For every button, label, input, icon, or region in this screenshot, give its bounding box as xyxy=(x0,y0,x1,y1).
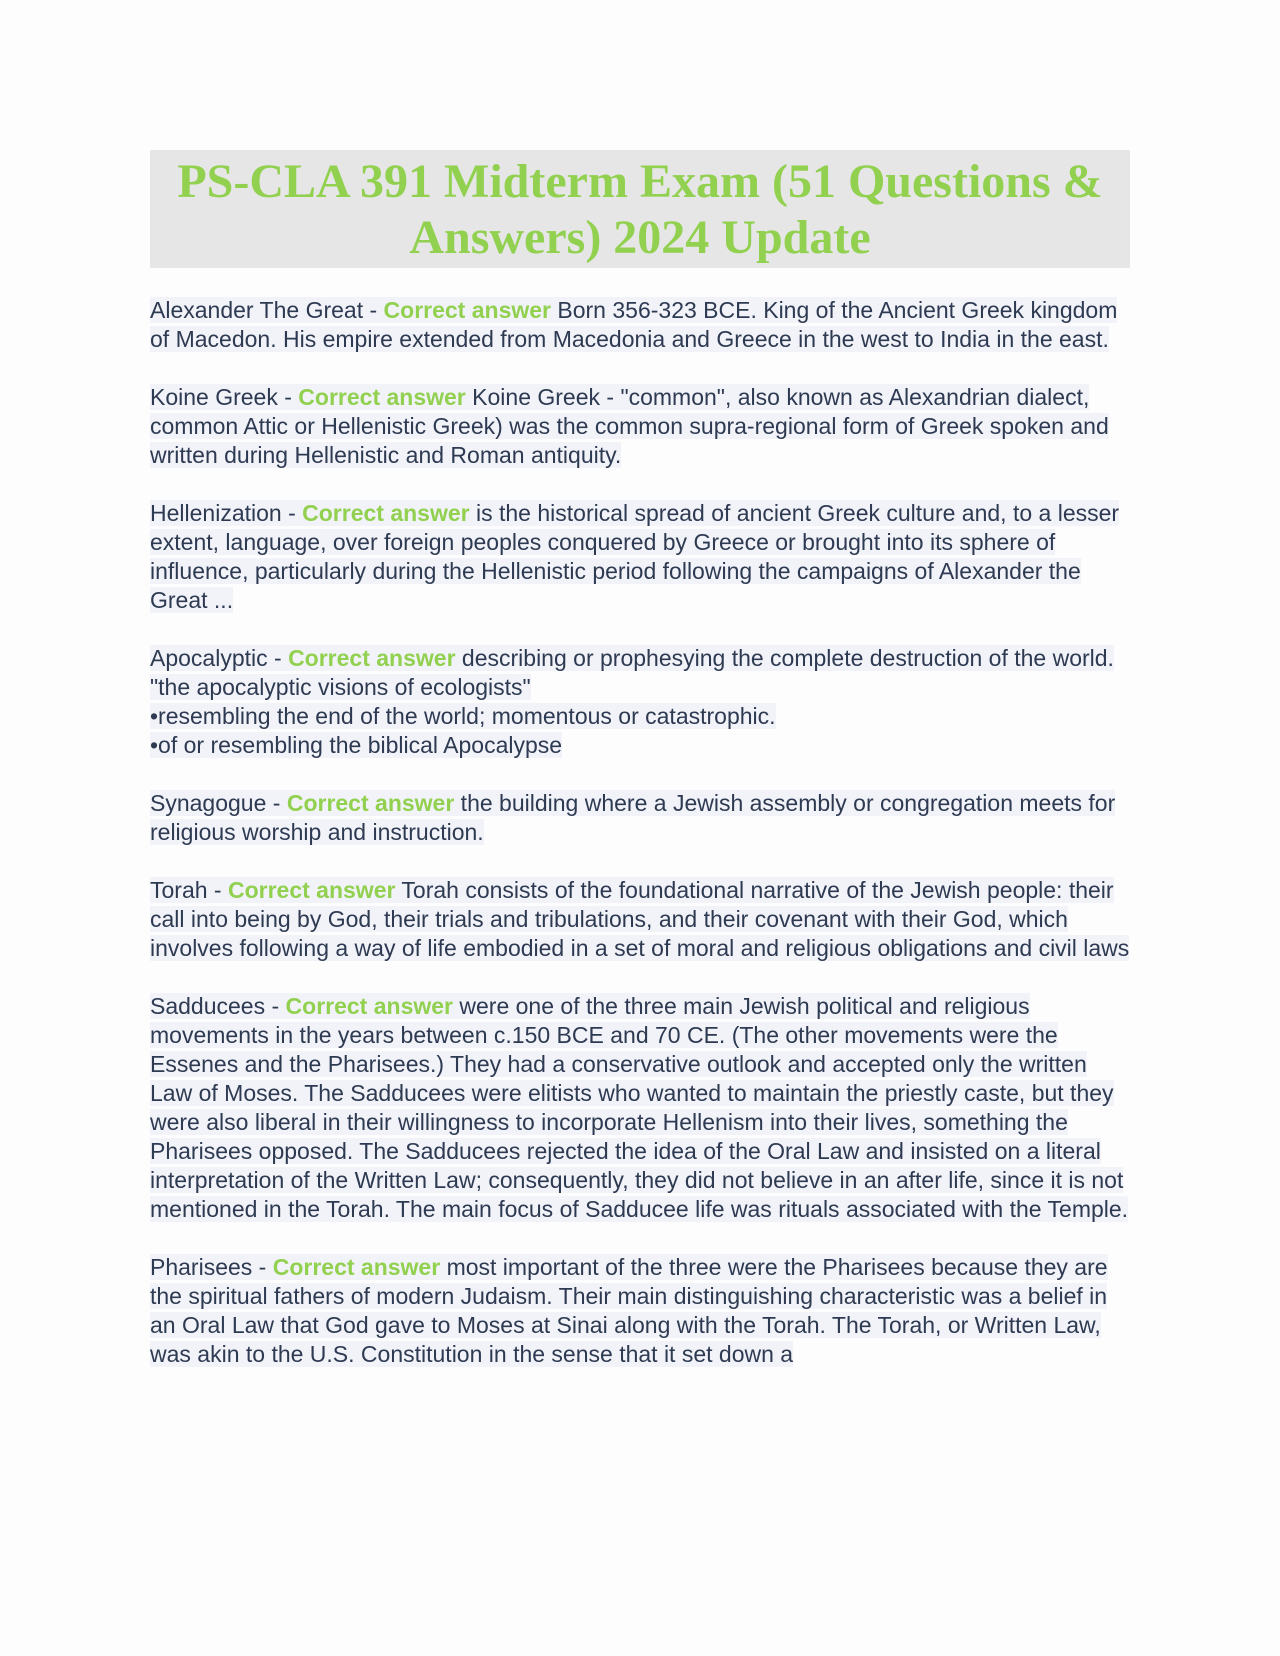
definition: Born 356-323 BCE. King of the Ancient Greek kingdom of Macedon. His empire extended from Macedonia and Greece in the west to India in the east. xyxy=(150,297,1118,352)
term: Koine Greek - xyxy=(150,384,299,410)
correct-answer-label: Correct answer xyxy=(227,877,396,903)
definition: describing or prophesying the complete destruction of the world. xyxy=(455,645,1114,671)
definition: the building where a Jewish assembly or congregation meets for religious worship and instruction. xyxy=(150,790,1116,845)
term: Torah - xyxy=(150,877,228,903)
qa-entry-alexander xyxy=(150,296,1130,354)
qa-entry-torah xyxy=(150,876,1130,963)
qa-entry-pharisees xyxy=(150,1253,1130,1369)
definition: were one of the three main Jewish political and religious movements in the years between c.150 BCE and 70 CE. (The other movements were the Essenes and the Pharisees.) They had a conservative outlook and accepted only the written Law of Moses. The Sadducees were elitists who wanted to maintain the priestly caste, but they were also liberal in their willingness to incorporate Hellenism into their lives, something the Pharisees opposed. The Sadducees rejected the idea of the Oral Law and insisted on a literal interpretation of the Written Law; consequently, they did not believe in an after life, since it is not mentioned in the Torah. The main focus of Sadducee life was rituals associated with the Temple. xyxy=(150,993,1129,1222)
term: Sadducees - xyxy=(150,993,286,1019)
term: Synagogue - xyxy=(150,790,287,816)
qa-entry-apocalyptic xyxy=(150,644,1130,760)
term: Hellenization - xyxy=(150,500,303,526)
document-title: PS-CLA 391 Midterm Exam (51 Questions & Answers) 2024 Update xyxy=(177,155,1103,264)
correct-answer-label: Correct answer xyxy=(383,297,551,323)
definition: Torah consists of the foundational narrative of the Jewish people: their call into being by God, their trials and tribulations, and their covenant with their God, which involves following a way of life embodied in a set of moral and religious obligations and civil laws xyxy=(150,877,1130,961)
correct-answer-label: Correct answer xyxy=(288,645,456,671)
definition: Koine Greek - "common", also known as Alexandrian dialect, common Attic or Hellenistic Greek) was the common supra-regional form of Greek spoken and written during Hellenistic and Roman antiquity. xyxy=(150,384,1109,468)
term: Alexander The Great - xyxy=(150,297,384,323)
correct-answer-label: Correct answer xyxy=(285,993,453,1019)
example-line: "the apocalyptic visions of ecologists" xyxy=(150,674,531,700)
correct-answer-label: Correct answer xyxy=(302,500,470,526)
definition: most important of the three were the Pharisees because they are the spiritual fathers of modern Judaism. Their main distinguishing characteristic was a belief in an Oral Law that God gave to Moses at Sinai along with the Torah. The Torah, or Written Law, was akin to the U.S. Constitution in the sense that it set down a xyxy=(150,1254,1108,1367)
correct-answer-label: Correct answer xyxy=(298,384,466,410)
qa-entry-sadducees xyxy=(150,992,1130,1224)
title-banner xyxy=(150,150,1130,268)
qa-entry-koine-greek xyxy=(150,383,1130,470)
qa-list xyxy=(150,296,1130,1369)
qa-entry-synagogue xyxy=(150,789,1130,847)
definition: is the historical spread of ancient Greek culture and, to a lesser extent, language, over foreign peoples conquered by Greece or brought into its sphere of influence, particularly during the Hellenistic period following the campaigns of Alexander the Great ... xyxy=(150,500,1120,613)
correct-answer-label: Correct answer xyxy=(272,1254,441,1280)
document-page xyxy=(150,150,1130,1398)
qa-entry-hellenization xyxy=(150,499,1130,615)
bullet-line: •resembling the end of the world; momentous or catastrophic. xyxy=(150,703,776,729)
term: Pharisees - xyxy=(150,1254,273,1280)
term: Apocalyptic - xyxy=(150,645,289,671)
bullet-line: •of or resembling the biblical Apocalypse xyxy=(150,732,563,758)
correct-answer-label: Correct answer xyxy=(286,790,455,816)
